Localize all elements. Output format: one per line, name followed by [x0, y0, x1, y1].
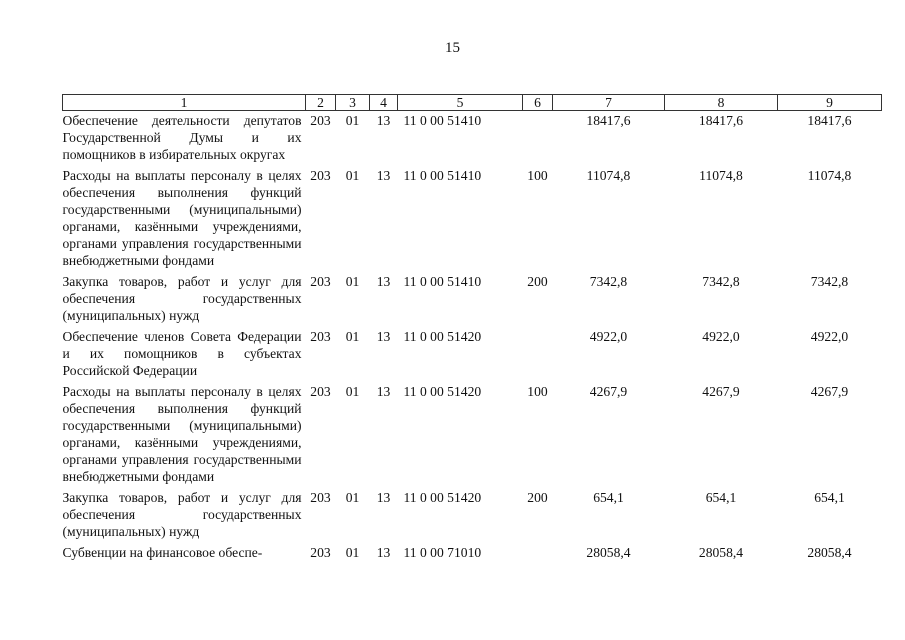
row-code-2: 203 [310, 490, 331, 505]
header-col-2: 2 [306, 95, 336, 111]
table-row [63, 166, 882, 272]
header-col-1: 1 [63, 95, 306, 111]
row-name: Закупка товаров, работ и услуг для обеспечения государственных (муниципальных) нужд [62, 490, 302, 539]
row-code-4: 13 [376, 329, 391, 344]
row-amount-8: 7342,8 [702, 274, 740, 289]
row-amount-9: 4922,0 [810, 329, 849, 344]
row-code-4: 13 [376, 490, 391, 505]
row-amount-7: 18417,6 [586, 113, 631, 128]
table-row [63, 543, 882, 564]
row-code-5: 11 0 00 51420 [403, 384, 482, 399]
row-amount-9: 4267,9 [810, 384, 849, 399]
row-amount-8: 654,1 [705, 490, 737, 505]
row-code-5: 11 0 00 71010 [403, 545, 482, 560]
row-code-5: 11 0 00 51420 [403, 329, 482, 344]
budget-table [62, 94, 882, 564]
row-name: Расходы на выплаты персоналу в целях обеспечения выполнения функций государственными (муниципальными) органами, казёнными учреждениями, органами управления государственными внебюджетными фондами [62, 384, 302, 484]
row-code-3: 01 [345, 329, 360, 344]
header-col-4: 4 [370, 95, 398, 111]
row-amount-8: 4922,0 [702, 329, 740, 344]
row-code-2: 203 [310, 329, 331, 344]
row-code-6 [523, 111, 553, 167]
row-code-3: 01 [345, 490, 360, 505]
row-code-3: 01 [345, 274, 360, 289]
row-amount-9: 28058,4 [807, 545, 852, 560]
header-col-6: 6 [523, 95, 553, 111]
header-col-8: 8 [665, 95, 778, 111]
row-code-4: 13 [376, 545, 391, 560]
table-header-row [63, 95, 882, 111]
table-row [63, 382, 882, 488]
row-code-5: 11 0 00 51420 [403, 490, 482, 505]
table-row [63, 272, 882, 327]
header-col-5: 5 [398, 95, 523, 111]
row-code-6: 200 [527, 274, 548, 289]
row-code-4: 13 [376, 384, 391, 399]
row-code-2: 203 [310, 384, 331, 399]
row-code-2: 203 [310, 274, 331, 289]
table-row [63, 111, 882, 167]
table-row [63, 488, 882, 543]
row-code-6 [523, 327, 553, 382]
row-amount-7: 28058,4 [586, 545, 631, 560]
header-col-3: 3 [336, 95, 370, 111]
row-name: Закупка товаров, работ и услуг для обеспечения государственных (муниципальных) нужд [62, 274, 302, 323]
header-col-7: 7 [553, 95, 665, 111]
row-code-2: 203 [310, 168, 331, 183]
row-amount-9: 7342,8 [810, 274, 849, 289]
row-code-6: 100 [527, 384, 548, 399]
row-code-6: 200 [527, 490, 548, 505]
row-name: Обеспечение членов Совета Федерации и их помощников в субъектах Российской Федерации [62, 329, 302, 378]
row-code-2: 203 [310, 545, 331, 560]
table-row [63, 327, 882, 382]
row-amount-8: 28058,4 [698, 545, 744, 560]
row-amount-7: 7342,8 [589, 274, 628, 289]
row-amount-8: 11074,8 [699, 168, 743, 183]
row-code-3: 01 [345, 545, 360, 560]
row-name: Обеспечение деятельности депутатов Государственной Думы и их помощников в избирательных округах [62, 113, 302, 162]
row-code-4: 13 [376, 113, 391, 128]
row-code-3: 01 [345, 168, 360, 183]
row-code-3: 01 [345, 384, 360, 399]
row-code-5: 11 0 00 51410 [403, 113, 482, 128]
row-amount-8: 18417,6 [698, 113, 744, 128]
row-amount-7: 4922,0 [589, 329, 628, 344]
page-number: 15 [445, 40, 460, 56]
row-code-6 [523, 543, 553, 564]
row-amount-9: 18417,6 [807, 113, 852, 128]
row-code-5: 11 0 00 51410 [403, 274, 482, 289]
row-code-6: 100 [527, 168, 548, 183]
row-amount-7: 654,1 [593, 490, 624, 505]
row-amount-8: 4267,9 [702, 384, 740, 399]
row-code-5: 11 0 00 51410 [403, 168, 482, 183]
header-col-9: 9 [778, 95, 882, 111]
row-code-3: 01 [345, 113, 360, 128]
row-code-2: 203 [310, 113, 331, 128]
row-code-4: 13 [376, 274, 391, 289]
row-amount-9: 11074,8 [807, 168, 852, 183]
row-name: Расходы на выплаты персоналу в целях обеспечения выполнения функций государственными (муниципальными) органами, казёнными учреждениями, органами управления государственными внебюджетными фондами [62, 168, 302, 268]
row-amount-7: 11074,8 [586, 168, 631, 183]
row-name: Субвенции на финансовое обеспе- [62, 545, 263, 560]
row-code-4: 13 [376, 168, 391, 183]
row-amount-9: 654,1 [814, 490, 845, 505]
row-amount-7: 4267,9 [589, 384, 628, 399]
